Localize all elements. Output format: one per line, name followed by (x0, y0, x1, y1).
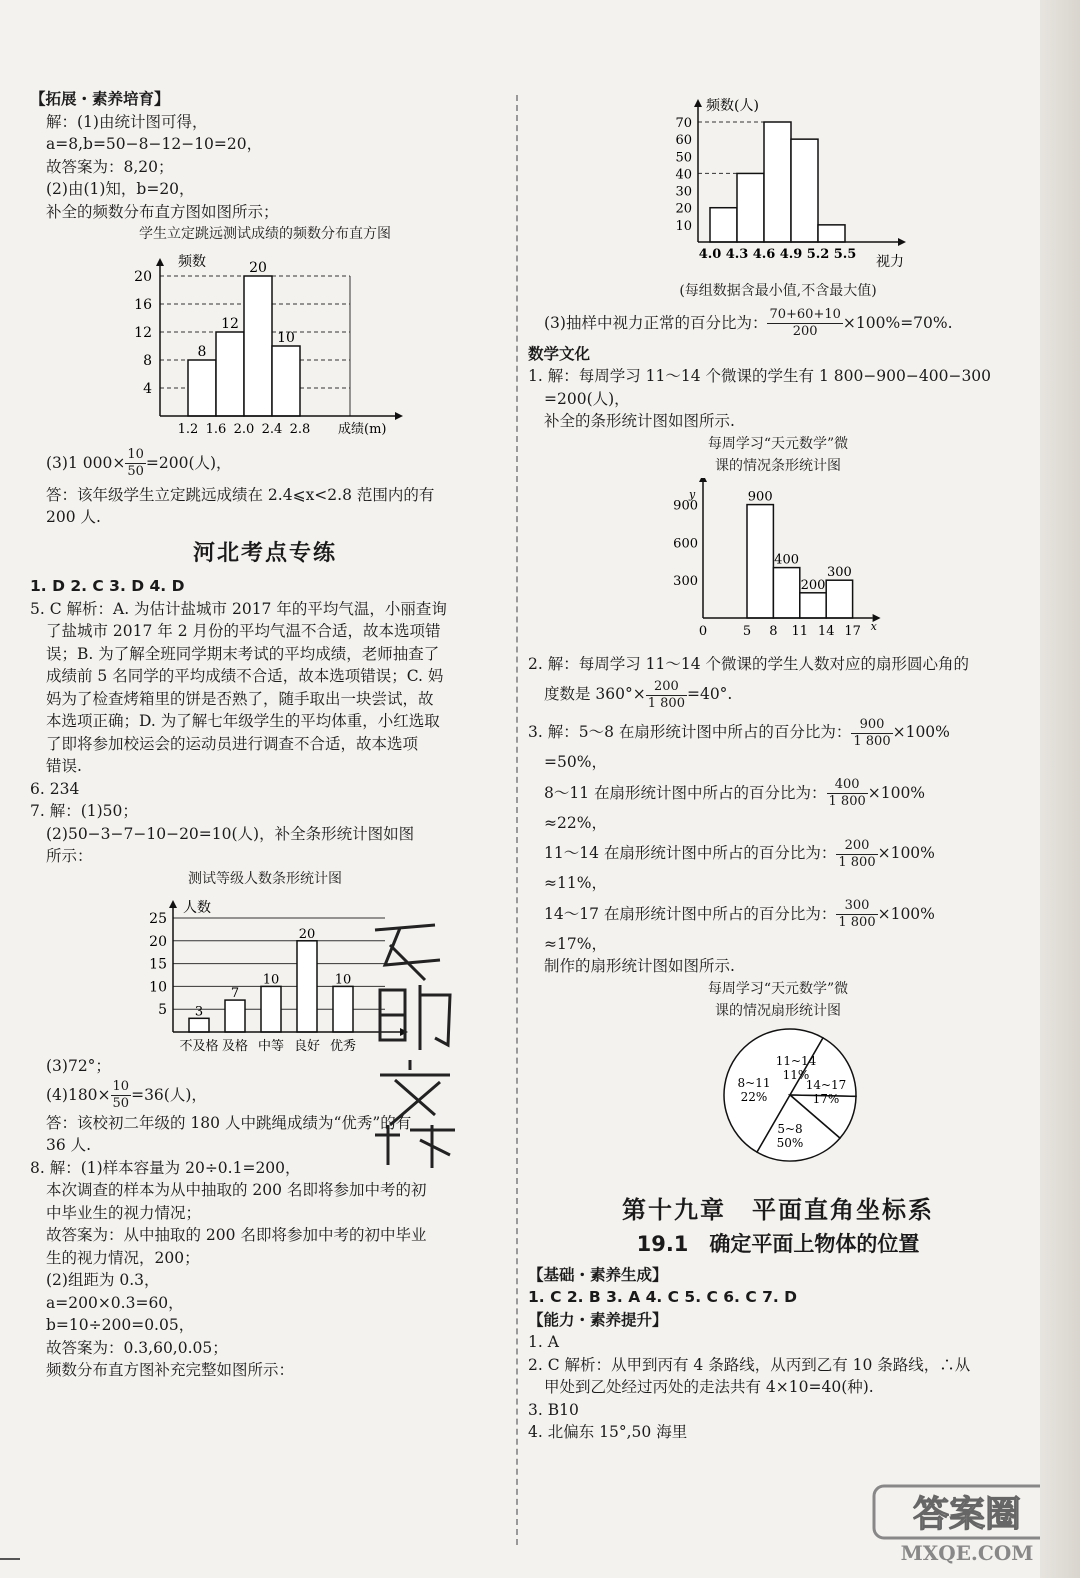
x-tick-label: 2.0 (233, 421, 255, 437)
y-tick-label: 600 (673, 535, 698, 551)
text-line: 补全的频数分布直方图如图所示； (46, 202, 279, 221)
y-tick-label: 8 (143, 352, 152, 369)
handwritten-annotation (360, 910, 470, 1170)
x-tick-label: 良好 (293, 1039, 321, 1054)
bar (261, 986, 281, 1032)
bar (800, 592, 826, 617)
bar-value-label: 10 (277, 329, 295, 346)
slice-label: 5~8 (777, 1121, 803, 1136)
text-line: a=200×0.3=60， (46, 1293, 184, 1312)
text-line: 解：(1)由统计图可得， (46, 112, 208, 131)
x-tick-label: 2.8 (289, 421, 311, 437)
bar-value-label: 200 (800, 577, 826, 593)
y-tick-label: 15 (149, 956, 167, 973)
right-column (528, 90, 1028, 1444)
fraction: $\frac{300}{1 800}$ (838, 898, 876, 930)
bar (773, 567, 799, 617)
x-tick-label: 1.2 (177, 421, 199, 437)
fraction: $\frac{10}{50}$ (127, 447, 144, 479)
x-tick-label: 4.9 (779, 247, 803, 262)
text-line: 生的视力情况，200； (46, 1248, 200, 1267)
bar-value-label: 300 (826, 564, 852, 580)
bar (333, 986, 353, 1032)
histogram-bar (188, 360, 216, 416)
formula-line: (3)1 000× $\frac{10}{50}$ =200(人)， (46, 447, 232, 479)
text-line: 1. A (528, 1333, 559, 1351)
y-tick-label: 16 (134, 296, 152, 313)
x-tick-label: 2.4 (261, 421, 283, 437)
y-tick-label: 300 (673, 573, 698, 589)
bar-value-label: 10 (262, 972, 280, 988)
bar-value-label: 7 (230, 986, 240, 1002)
answer-line: 1. D 2. C 3. D 4. D (30, 577, 185, 595)
histogram-bar (791, 139, 818, 242)
x-tick-label: 4.6 (752, 247, 776, 262)
chart-title: 每周学习“天元数学”微 (707, 435, 849, 452)
vision-histogram (528, 90, 1028, 280)
bar-value-label: 20 (298, 926, 316, 942)
text-line: 36 人. (46, 1136, 92, 1154)
text-line: 甲处到乙处经过丙处的走法共有 4×10=40(种). (544, 1378, 874, 1396)
histogram-bar (244, 276, 272, 416)
y-tick-label: 10 (149, 979, 167, 996)
text-line: 本次调查的样本为从中抽取的 200 名即将参加中考的初 (46, 1181, 427, 1199)
x-tick-label: 0 (698, 623, 708, 639)
y-tick-label: 4 (143, 380, 152, 397)
histogram-bar (818, 225, 845, 242)
histogram-bar (272, 346, 300, 416)
slice-percent: 11% (782, 1067, 810, 1082)
slice-label: 11~14 (775, 1053, 817, 1068)
bar-value-label: 10 (334, 972, 352, 988)
bar (297, 941, 317, 1032)
y-tick-label: 25 (149, 911, 167, 927)
bar-value-label: 900 (747, 489, 773, 505)
text-line: (2)由(1)知，b=20， (46, 180, 195, 198)
fraction: $\frac{70+60+10}{200}$ (769, 307, 841, 339)
formula-line: 8～11 在扇形统计图中所占的百分比为： $\frac{400}{1 800}$ ×100% (544, 777, 926, 809)
y-axis-arrow (699, 478, 707, 482)
watermark-logo (872, 1484, 1062, 1564)
text-line: 故答案为：从中抽取的 200 名即将参加中考的初中毕业 (46, 1226, 427, 1244)
bar-value-label: 3 (194, 1004, 204, 1020)
bar (747, 504, 773, 617)
y-tick-label: 40 (675, 167, 692, 183)
bar (225, 1000, 245, 1032)
text-line: 了即将参加校运会的运动员进行调查不合适，故本选项 (46, 734, 419, 753)
text-line: =50%， (544, 753, 607, 771)
x-tick-label: 8 (769, 623, 778, 639)
y-tick-label: 900 (673, 498, 698, 514)
text-line: 成绩前 5 名同学的平均成绩不合适，故本选项错误；C. 妈 (46, 667, 444, 685)
text-line: (2)50−3−7−10−20=10(人)，补全条形统计图如图 (46, 824, 415, 843)
text-line: 200 人. (46, 508, 101, 526)
formula-line: 11～14 在扇形统计图中所占的百分比为： $\frac{200}{1 800}$ ×100% (544, 837, 935, 870)
text-line: 中毕业生的视力情况； (46, 1203, 202, 1222)
y-tick-label: 20 (149, 933, 167, 950)
text-line: 2. 解：每周学习 11～14 个微课的学生人数对应的扇形圆心角的 (528, 654, 970, 673)
x-tick-label: 4.0 (698, 247, 722, 262)
y-tick-label: 5 (158, 1002, 167, 1019)
chart-title: 课的情况扇形统计图 (715, 1003, 841, 1019)
answer-line: 1. C 2. B 3. A 4. C 5. C 6. C 7. D (528, 1288, 798, 1306)
jump-histogram (30, 246, 500, 446)
y-tick-label: 60 (675, 133, 692, 149)
microlesson-pie-chart (528, 1023, 1028, 1173)
x-tick-label: 优秀 (329, 1039, 357, 1054)
text-line: 8. 解：(1)样本容量为 20÷0.1=200， (30, 1158, 301, 1177)
x-tick-label: 中等 (257, 1039, 285, 1054)
section-title: 19.1 确定平面上物体的位置 (636, 1232, 920, 1256)
text-line: ≈11%， (544, 874, 607, 892)
text-line: (3)72°； (46, 1057, 111, 1075)
text-line: 4. 北偏东 15°,50 海里 (528, 1423, 688, 1441)
formula-line: 3. 解：5～8 在扇形统计图中所占的百分比为： $\frac{900}{1 800}$ ×100% (528, 716, 950, 749)
text-line: 制作的扇形统计图如图所示. (544, 957, 735, 975)
y-axis-label: 频数(人) (706, 98, 759, 114)
x-axis-arrow (395, 412, 403, 420)
x-axis-label: 视力 (876, 254, 904, 270)
text-line: 错误. (46, 757, 82, 775)
section-tag: 【拓展・素养培育】 (30, 90, 170, 108)
section-heading: 河北考点专练 (192, 540, 337, 566)
x-tick-label: 11 (791, 623, 809, 639)
formula-line: 度数是 360°× $\frac{200}{1 800}$ =40°. (544, 678, 733, 711)
x-axis-arrow (898, 238, 906, 246)
fraction: $\frac{900}{1 800}$ (853, 716, 891, 749)
x-tick-label: 1.6 (205, 421, 227, 437)
x-axis-label: 成绩(m) (338, 421, 387, 437)
y-axis-arrow (694, 99, 702, 107)
y-axis-label: 人数 (183, 900, 211, 916)
chapter-title: 第十九章 平面直角坐标系 (622, 1195, 934, 1224)
x-tick-label: 4.3 (725, 247, 749, 262)
chart-title: 测试等级人数条形统计图 (188, 870, 342, 887)
fraction: $\frac{10}{50}$ (112, 1079, 130, 1111)
text-line: 3. B10 (528, 1400, 579, 1419)
text-line: 7. 解：(1)50； (30, 802, 138, 820)
text-line: 故答案为：8,20； (46, 157, 174, 176)
text-line: a=8,b=50−8−12−10=20， (46, 135, 263, 153)
y-tick-label: 12 (134, 324, 152, 341)
y-axis-label: 频数 (178, 253, 206, 270)
slice-label: 14~17 (805, 1077, 847, 1092)
bar-value-label: 20 (249, 259, 267, 276)
microlesson-bar-chart (528, 478, 1028, 653)
text-line: 频数分布直方图补充完整如图所示： (46, 1361, 295, 1379)
chart-title: 学生立定跳远测试成绩的频数分布直方图 (139, 226, 391, 242)
text-line: 答：该年级学生立定跳远成绩在 2.4⩽x<2.8 范围内的有 (46, 485, 435, 504)
text-line: ≈17%， (544, 934, 607, 953)
x-tick-label: 17 (844, 623, 861, 639)
y-tick-label: 70 (675, 116, 692, 131)
text-line: 1. 解：每周学习 11～14 个微课的学生有 1 800−900−400−300 (528, 367, 992, 385)
slice-label: 8~11 (737, 1075, 771, 1090)
text-line: 5. C 解析：A. 为估计盐城市 2017 年的平均气温，小丽查询 (30, 599, 447, 618)
text-line: ≈22%， (544, 813, 607, 832)
page-corner-mark (0, 1558, 20, 1560)
histogram-bar (737, 173, 764, 242)
svg-text:MXQE.COM: MXQE.COM (900, 1541, 1034, 1564)
text-line: 所示： (46, 847, 93, 865)
x-tick-label: 及格 (221, 1039, 249, 1054)
column-divider (516, 95, 518, 1545)
fraction: $\frac{200}{1 800}$ (838, 837, 876, 870)
text-line: 妈为了检查烤箱里的饼是否熟了，随手取出一块尝试，故 (46, 689, 434, 708)
left-column (30, 88, 500, 1382)
text-line: 补全的条形统计图如图所示. (544, 412, 735, 430)
x-tick-label: 5 (742, 623, 752, 639)
chart-note: (每组数据含最小值,不含最大值) (679, 283, 877, 299)
bar (826, 580, 852, 618)
slice-percent: 50% (776, 1135, 804, 1150)
histogram-bar (764, 122, 791, 242)
bar-value-label: 12 (221, 315, 239, 332)
bar (189, 1018, 209, 1032)
chart-title: 课的情况条形统计图 (715, 458, 841, 474)
slice-percent: 17% (812, 1091, 840, 1106)
svg-text:答案圈: 答案圈 (912, 1493, 1022, 1535)
y-tick-label: 20 (134, 268, 152, 285)
text-line: 本选项正确；D. 为了解七年级学生的平均体重，小红选取 (46, 712, 440, 730)
histogram-bar (710, 208, 737, 242)
y-tick-label: 30 (675, 184, 692, 200)
x-axis-label: x (870, 619, 877, 633)
text-line: =200(人)， (544, 389, 630, 408)
section-tag: 【能力・素养提升】 (528, 1310, 668, 1329)
y-axis-label: y (689, 487, 696, 501)
x-tick-label: 5.5 (833, 247, 857, 262)
bar-value-label: 8 (197, 343, 207, 360)
y-tick-label: 10 (675, 218, 692, 234)
text-line: 答：该校初二年级的 180 人中跳绳成绩为“优秀”的有 (46, 1113, 412, 1132)
slice-percent: 22% (740, 1089, 768, 1104)
x-tick-label: 不及格 (179, 1039, 219, 1054)
text-line: 2. C 解析：从甲到丙有 4 条路线，从丙到乙有 10 条路线，∴从 (528, 1355, 971, 1374)
y-tick-label: 20 (675, 201, 692, 217)
page-edge (1040, 0, 1080, 1578)
x-tick-label: 14 (817, 623, 835, 639)
bar-value-label: 400 (774, 552, 800, 568)
chart-title: 每周学习“天元数学”微 (707, 980, 849, 997)
text-line: 了盐城市 2017 年 2 月份的平均气温不合适，故本选项错 (46, 622, 441, 640)
text-line: b=10÷200=0.05， (46, 1316, 195, 1334)
text-line: 误；B. 为了解全班同学期末考试的平均成绩，老师抽查了 (46, 644, 440, 663)
formula-line: (4)180× $\frac{10}{50}$ =36(人)， (46, 1079, 207, 1111)
formula-line: 14～17 在扇形统计图中所占的百分比为： $\frac{300}{1 800}$ ×100% (544, 898, 935, 930)
histogram-bar (216, 332, 244, 416)
fraction: $\frac{400}{1 800}$ (828, 777, 866, 809)
text-line: 6. 234 (30, 779, 80, 798)
section-tag: 数学文化 (528, 344, 591, 363)
x-tick-label: 5.2 (806, 247, 830, 262)
y-axis-arrow (169, 900, 177, 908)
section-tag: 【基础・素养生成】 (528, 1265, 668, 1284)
text-line: (2)组距为 0.3， (46, 1271, 160, 1289)
y-axis-arrow (156, 258, 164, 266)
text-line: 故答案为：0.3,60,0.05； (46, 1338, 228, 1357)
fraction: $\frac{200}{1 800}$ (647, 678, 685, 711)
y-tick-label: 50 (675, 150, 692, 166)
formula-line: (3)抽样中视力正常的百分比为： $\frac{70+60+10}{200}$ ×100%=70%. (544, 307, 953, 339)
